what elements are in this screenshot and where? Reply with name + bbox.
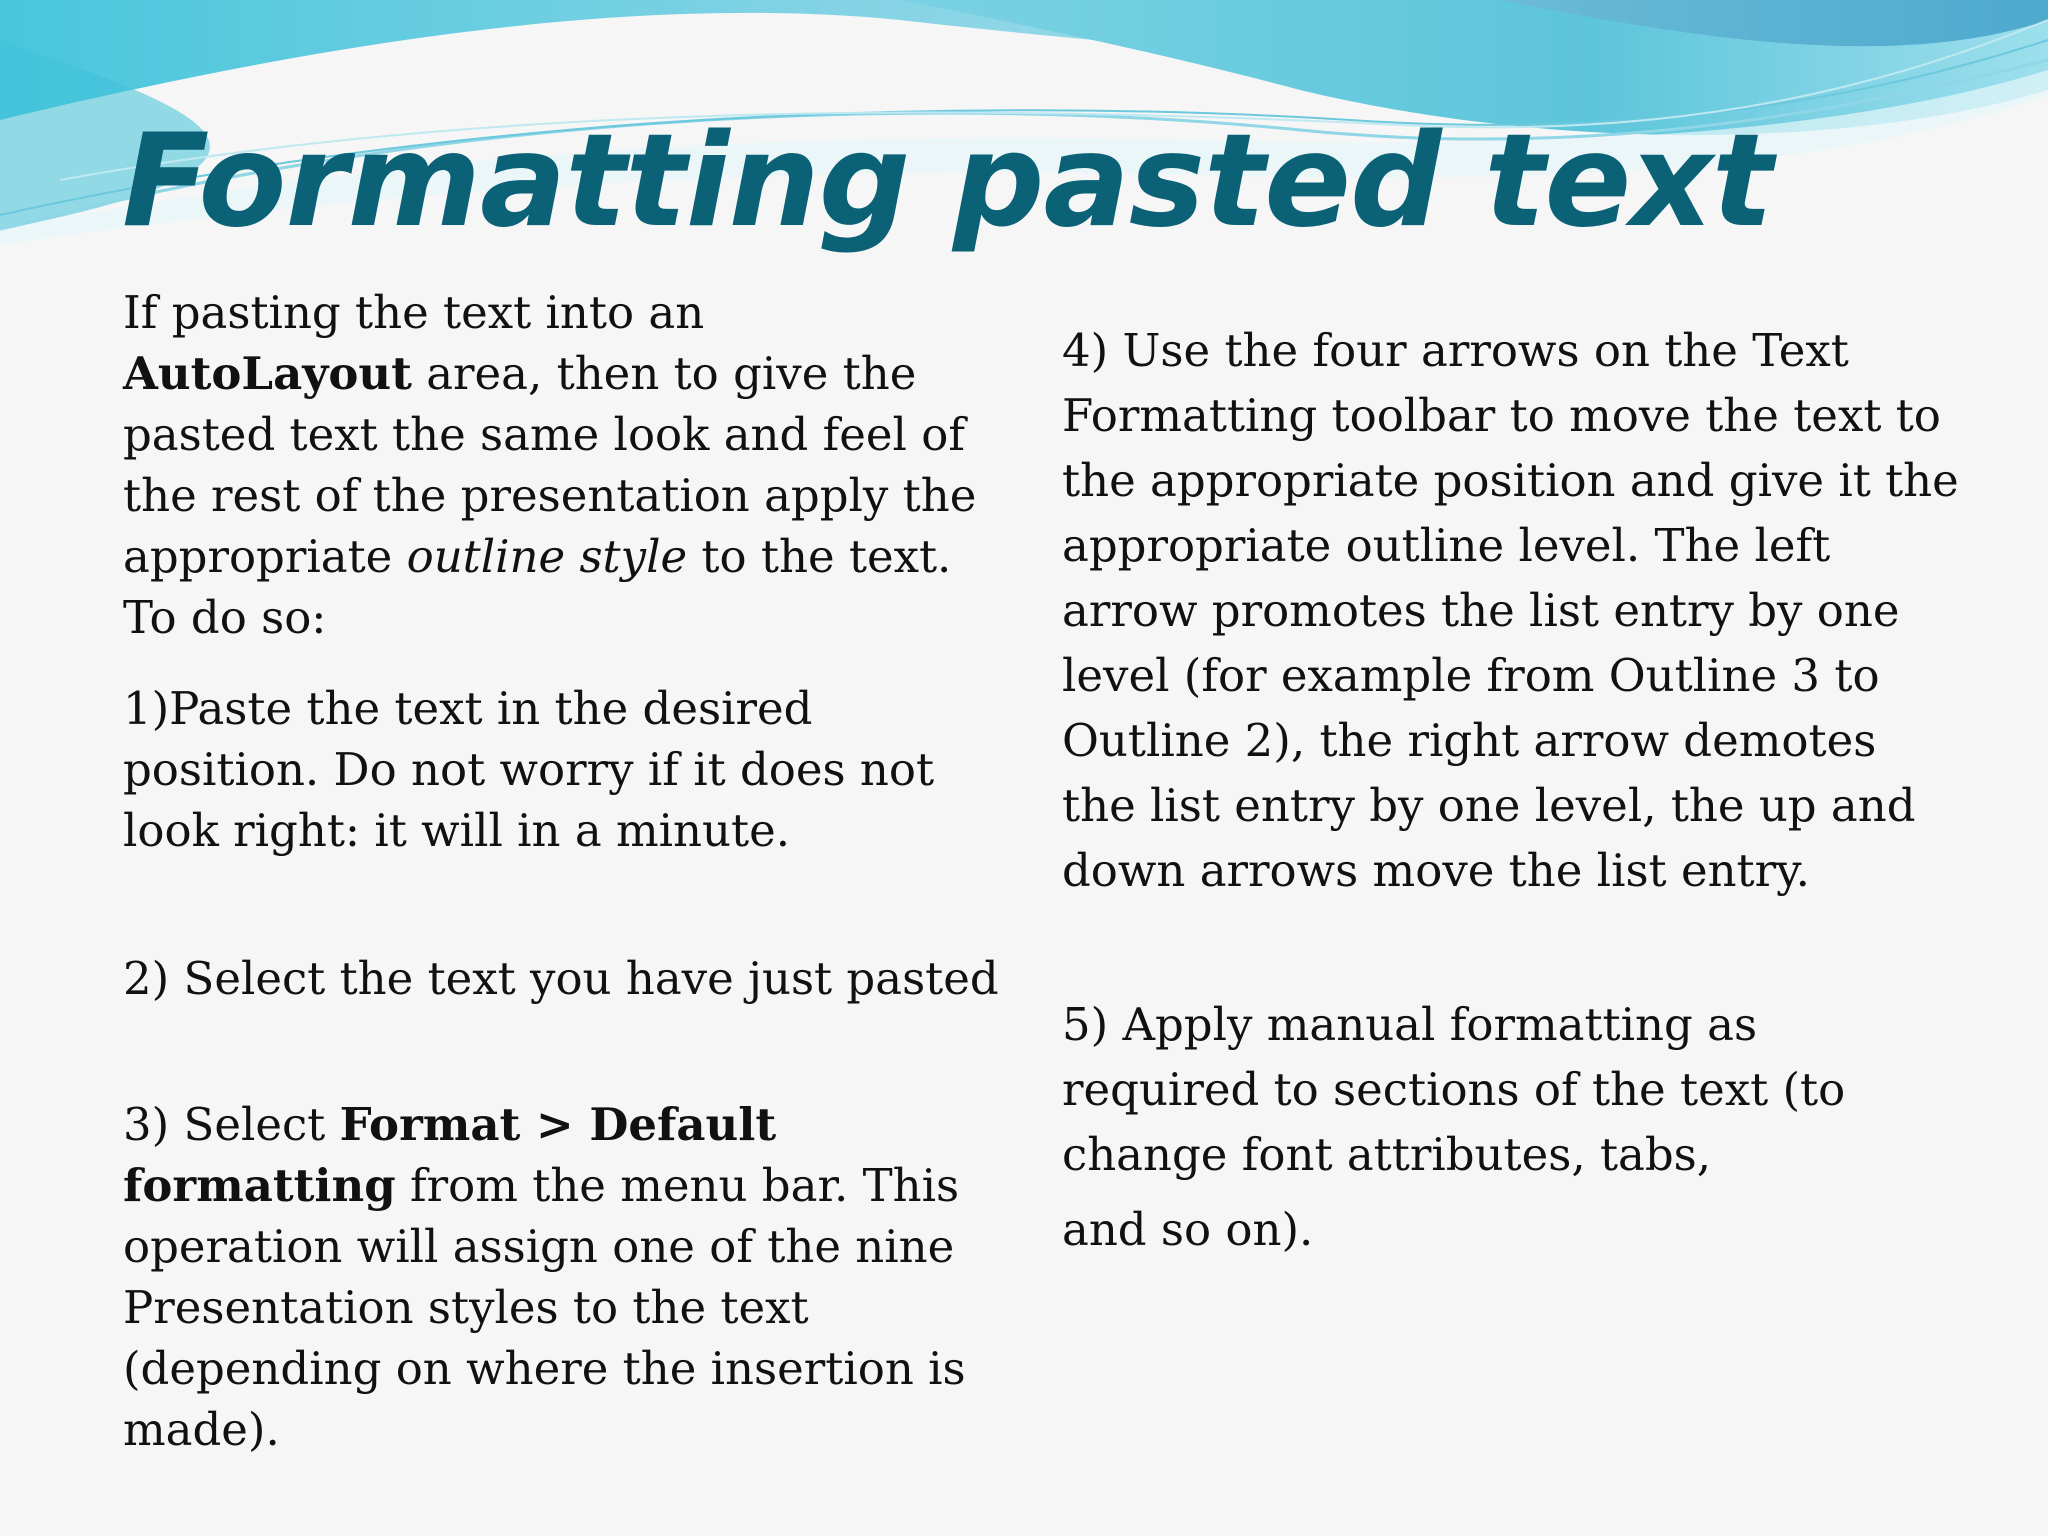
step-1-paragraph: 1)Paste the text in the desired position. Do not worry if it does not look right: it will in a minute. [123,682,935,857]
slide-title: Formatting pasted text [122,107,1772,256]
intro-paragraph [123,282,1003,648]
step-4-paragraph: 4) Use the four arrows on the Text Formatting toolbar to move the text to the appropriate position and give it the appropriate outline level. The left arrow promotes the list entry by one level (for example from Outline 3 to Outline 2), the right arrow demotes the list entry by one level, the up and down arrows move the list entry. [1062,324,1959,897]
step-2-paragraph: 2) Select the text you have just pasted [123,952,999,1005]
step-5-text-1: 5) Apply manual formatting as required to sections of the text (to change font attributes, tabs, [1062,998,1846,1181]
step-3-bold-menu-path: Format > Default formatting [123,1098,777,1212]
intro-text-2: area, then to give the pasted text the same look and feel of the rest of the presentation apply the appropriate [123,347,977,583]
step-5-paragraph [1062,992,1962,1262]
intro-bold-autolayout: AutoLayout [123,347,412,400]
intro-text-3: to the text. To do so: [123,530,952,644]
intro-text-1: If pasting the text into an [123,286,705,339]
intro-italic-outline-style: outline style [406,530,688,583]
step-5-text-2: and so on). [1062,1203,1314,1256]
step-3-text-2: from the menu bar. This operation will assign one of the nine Presentation styles to the text (depending on where the insertion is made). [123,1159,966,1456]
step-3-text-1: 3) Select [123,1098,340,1151]
step-3-paragraph [123,1094,1003,1460]
